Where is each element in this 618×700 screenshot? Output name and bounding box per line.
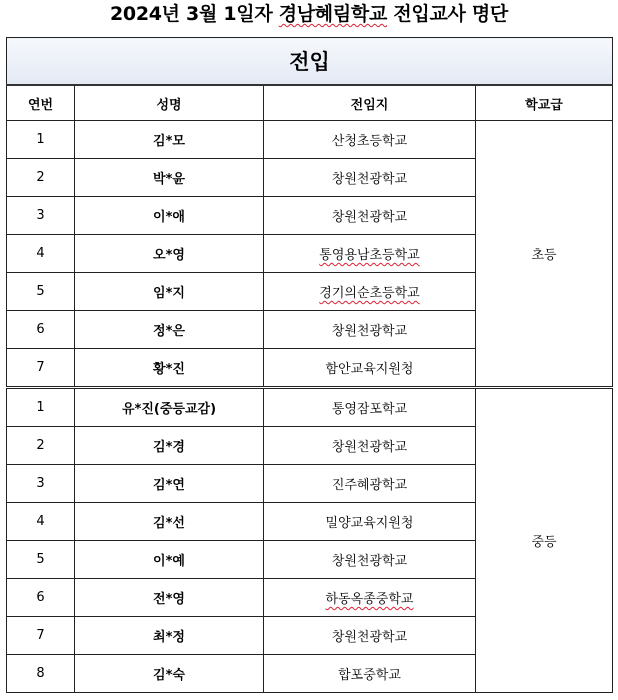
teacher-name-cell: 임*지 (75, 273, 264, 311)
row-number-cell: 4 (7, 235, 75, 273)
school-level-cell: 초등 (476, 121, 613, 388)
row-number-cell: 4 (7, 503, 75, 541)
previous-post-cell: 통영용남초등학교 (264, 235, 476, 273)
transfer-teacher-table (6, 37, 613, 693)
previous-post-cell: 경기의순초등학교 (264, 273, 476, 311)
row-number-cell: 1 (7, 388, 75, 427)
row-number-cell: 6 (7, 311, 75, 349)
column-header-name: 성명 (75, 85, 264, 121)
row-number-cell: 8 (7, 655, 75, 693)
previous-post-cell: 함안교육지원청 (264, 349, 476, 388)
column-header-school-level: 학교급 (476, 85, 613, 121)
teacher-name-cell: 황*진 (75, 349, 264, 388)
title-suffix: 전입교사 명단 (387, 3, 508, 25)
title-school: 경남혜림학교 (278, 3, 388, 25)
table-row (7, 121, 613, 159)
row-number-cell: 6 (7, 579, 75, 617)
title-prefix: 2024년 3월 1일자 (110, 3, 279, 25)
previous-post-cell: 진주혜광학교 (264, 465, 476, 503)
column-header-number: 연번 (7, 85, 75, 121)
previous-post-cell: 하동옥종중학교 (264, 579, 476, 617)
teacher-name-cell: 정*은 (75, 311, 264, 349)
previous-post-cell: 통영잠포학교 (264, 388, 476, 427)
row-number-cell: 7 (7, 349, 75, 388)
previous-post-cell: 창원천광학교 (264, 617, 476, 655)
teacher-name-cell: 이*예 (75, 541, 264, 579)
row-number-cell: 2 (7, 159, 75, 197)
previous-post-cell: 창원천광학교 (264, 159, 476, 197)
previous-post-cell: 창원천광학교 (264, 427, 476, 465)
teacher-name-cell: 이*애 (75, 197, 264, 235)
teacher-name-cell: 김*연 (75, 465, 264, 503)
table-body (7, 121, 613, 693)
teacher-name-cell: 유*진(중등교감) (75, 388, 264, 427)
row-number-cell: 5 (7, 273, 75, 311)
previous-post-cell: 합포중학교 (264, 655, 476, 693)
row-number-cell: 7 (7, 617, 75, 655)
row-number-cell: 3 (7, 197, 75, 235)
row-number-cell: 2 (7, 427, 75, 465)
teacher-name-cell: 오*영 (75, 235, 264, 273)
previous-post-cell: 창원천광학교 (264, 311, 476, 349)
section-title: 전입 (7, 38, 613, 86)
teacher-name-cell: 김*모 (75, 121, 264, 159)
teacher-name-cell: 최*정 (75, 617, 264, 655)
document-title (0, 0, 618, 30)
teacher-name-cell: 김*숙 (75, 655, 264, 693)
school-level-cell: 중등 (476, 388, 613, 693)
teacher-name-cell: 김*선 (75, 503, 264, 541)
previous-post-cell: 창원천광학교 (264, 541, 476, 579)
teacher-name-cell: 박*윤 (75, 159, 264, 197)
table-row (7, 388, 613, 427)
teacher-name-cell: 김*경 (75, 427, 264, 465)
previous-post-cell: 밀양교육지원청 (264, 503, 476, 541)
row-number-cell: 1 (7, 121, 75, 159)
row-number-cell: 3 (7, 465, 75, 503)
row-number-cell: 5 (7, 541, 75, 579)
previous-post-cell: 산청초등학교 (264, 121, 476, 159)
column-header-previous-post: 전임지 (264, 85, 476, 121)
previous-post-cell: 창원천광학교 (264, 197, 476, 235)
teacher-name-cell: 전*영 (75, 579, 264, 617)
